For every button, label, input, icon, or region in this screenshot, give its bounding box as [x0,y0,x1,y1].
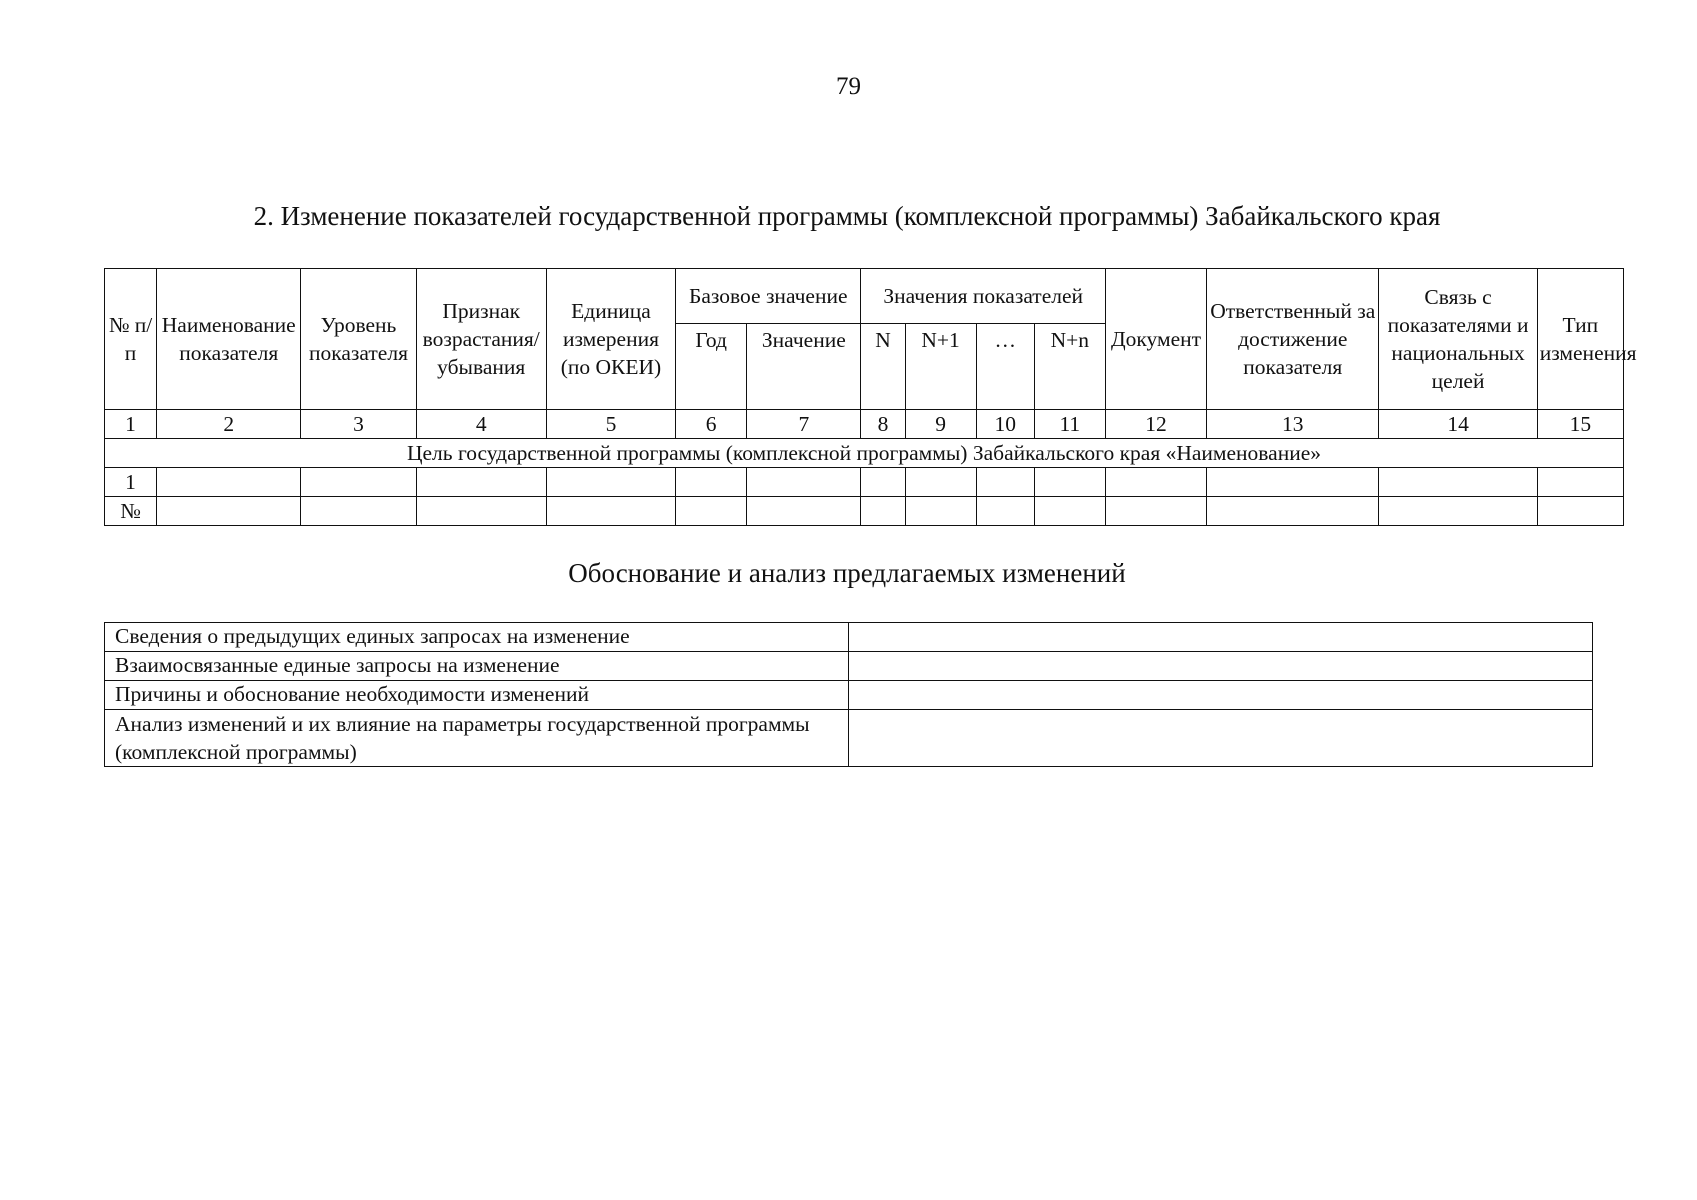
table-cell [905,468,976,497]
table-row [105,681,1593,710]
analysis-value [849,623,1593,652]
header-n-plus-n: N+n [1034,324,1105,410]
table-cell [1537,468,1623,497]
table-cell [747,468,861,497]
table-cell [157,468,301,497]
table-cell [747,497,861,526]
column-number: 15 [1537,410,1623,439]
column-number: 7 [747,410,861,439]
table-cell [861,497,905,526]
table-cell [1379,497,1537,526]
header-indicator-values: Значения показателей [861,269,1105,324]
header-base-value: Базовое значение [676,269,861,324]
header-change-type: Тип изменения [1537,269,1623,410]
table-cell [1034,468,1105,497]
table-cell [1537,497,1623,526]
header-n: N [861,324,905,410]
section-title: 2. Изменение показателей государственной программы (комплексной программы) Забайкальского края [253,201,1441,231]
table-cell [1105,468,1206,497]
analysis-title: Обоснование и анализ предлагаемых изменений [568,558,1126,588]
page-number: 79 [836,73,861,100]
table-cell [676,468,747,497]
column-number: 12 [1105,410,1206,439]
table-row [105,497,1624,526]
table-row [105,652,1593,681]
analysis-label: Причины и обоснование необходимости изменений [105,681,849,710]
header-level: Уровень показателя [301,269,416,410]
table-cell [416,497,546,526]
column-number: 1 [105,410,157,439]
table-row [105,710,1593,767]
analysis-label: Анализ изменений и их влияние на параметры государственной программы (комплексной программы) [105,710,849,767]
table-cell [1207,468,1379,497]
goal-text: Цель государственной программы (комплексной программы) Забайкальского края «Наименование» [105,439,1624,468]
table-cell [546,468,675,497]
header-responsible: Ответственный за достижение показателя [1207,269,1379,410]
column-number: 10 [976,410,1034,439]
header-link: Связь с показателями и национальных целей [1379,269,1537,410]
header-n-plus-1: N+1 [905,324,976,410]
goal-row [105,439,1624,468]
table-cell [976,468,1034,497]
table-cell [676,497,747,526]
table-cell [1034,497,1105,526]
column-number: 14 [1379,410,1537,439]
column-number: 11 [1034,410,1105,439]
header-trend: Признак возрастания/ убывания [416,269,546,410]
table-cell [861,468,905,497]
header-base-val: Значение [747,324,861,410]
header-unit: Единица измерения (по ОКЕИ) [546,269,675,410]
header-base-year: Год [676,324,747,410]
row-number: № [105,497,157,526]
header-ellipsis: … [976,324,1034,410]
header-document: Документ [1105,269,1206,410]
table-cell [976,497,1034,526]
table-row [105,623,1593,652]
analysis-label: Сведения о предыдущих единых запросах на изменение [105,623,849,652]
row-number: 1 [105,468,157,497]
table-cell [301,497,416,526]
analysis-value [849,652,1593,681]
table-cell [1105,497,1206,526]
column-number: 3 [301,410,416,439]
header-no: № п/п [105,269,157,410]
analysis-label: Взаимосвязанные единые запросы на изменение [105,652,849,681]
table-cell [1379,468,1537,497]
column-number: 8 [861,410,905,439]
column-number: 5 [546,410,675,439]
header-row [105,269,1624,324]
table-cell [1207,497,1379,526]
table-cell [416,468,546,497]
table-row [105,468,1624,497]
column-number: 13 [1207,410,1379,439]
column-number: 9 [905,410,976,439]
table-cell [157,497,301,526]
column-number: 2 [157,410,301,439]
indicators-table [104,268,1637,526]
analysis-value [849,710,1593,767]
column-number: 6 [676,410,747,439]
header-name: Наименование показателя [157,269,301,410]
column-number: 4 [416,410,546,439]
analysis-value [849,681,1593,710]
analysis-table [104,622,1593,767]
table-cell [301,468,416,497]
table-cell [905,497,976,526]
column-number-row [105,410,1624,439]
table-cell [546,497,675,526]
